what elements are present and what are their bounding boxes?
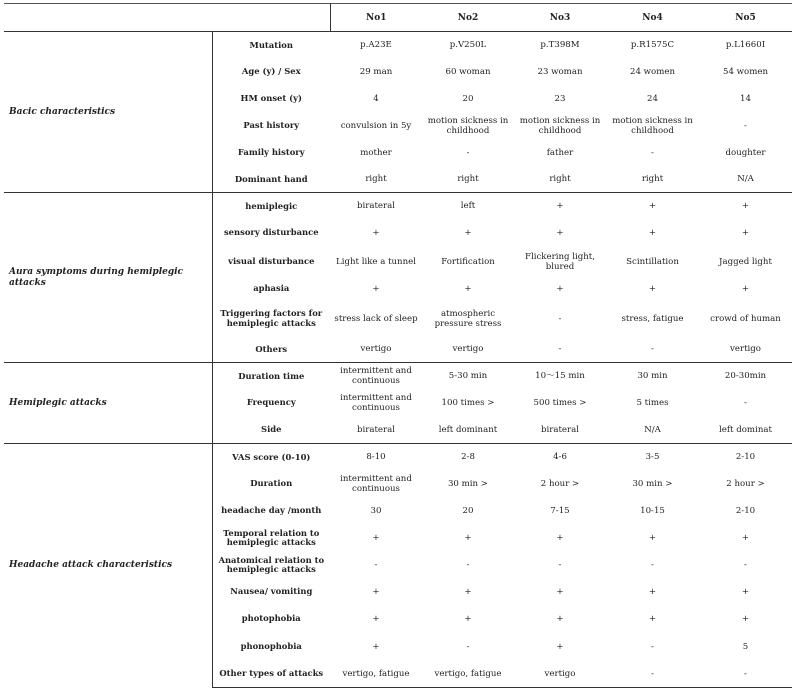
table-row xyxy=(4,32,792,59)
cell-value: + xyxy=(556,614,564,624)
row-label: Anatomical relation to hemiplegic attacks xyxy=(218,554,325,574)
cell-value: + xyxy=(464,614,472,624)
cell-value: 30 min > xyxy=(632,479,673,489)
cell-value: + xyxy=(372,587,380,597)
table-container xyxy=(4,3,781,688)
cell-value: p.R1575C xyxy=(606,32,699,59)
cell-value: + xyxy=(648,283,657,294)
cell-value: + xyxy=(648,228,657,238)
cell-value: - xyxy=(558,313,562,324)
section-title: Aura symptoms during hemiplegic attacks xyxy=(4,193,212,363)
cell-value: 29 man xyxy=(359,67,393,77)
section-title: Hemiplegic attacks xyxy=(4,363,212,444)
cell-value: 2-10 xyxy=(735,506,756,516)
cell-value: intermittent and continuous xyxy=(340,393,412,413)
cell-value: - xyxy=(744,398,747,408)
cell-value: vertigo xyxy=(452,344,484,355)
cell-value: intermittent and continuous xyxy=(330,363,422,390)
cell-value: 10～15 min xyxy=(514,363,606,390)
cell-value: - xyxy=(466,641,470,652)
cell-value: vertigo xyxy=(730,344,761,355)
cell-value: 100 times > xyxy=(441,398,495,408)
cell-value: + xyxy=(556,641,564,652)
row-label: phonophobia xyxy=(240,640,302,651)
cell-value: mother xyxy=(360,148,392,158)
cell-value: left xyxy=(422,193,514,220)
cell-value: - xyxy=(374,560,378,570)
cell-value: N/A xyxy=(737,174,754,185)
cell-value: Flickering light, blured xyxy=(525,251,595,272)
cell-value: + xyxy=(514,193,606,220)
cell-value: vertigo, fatigue xyxy=(422,661,514,688)
cell-value: + xyxy=(556,283,564,294)
cell-value: + xyxy=(372,614,380,624)
row-label: Nausea/ vomiting xyxy=(230,586,313,597)
cell-value: 2-10 xyxy=(699,444,792,471)
patient-header: No4 xyxy=(606,4,699,32)
cell-value: p.A23E xyxy=(330,32,422,59)
cell-value: stress lack of sleep xyxy=(334,313,418,324)
cell-value: 14 xyxy=(740,94,751,104)
cell-value: N/A xyxy=(644,424,661,435)
patient-header: No3 xyxy=(514,4,606,32)
cell-value: 24 women xyxy=(630,67,675,77)
cell-value: - xyxy=(744,560,747,570)
cell-value: + xyxy=(556,533,564,543)
cell-value: + xyxy=(648,587,657,597)
cell-value: father xyxy=(546,148,574,158)
patient-header: No5 xyxy=(699,4,792,32)
cell-value: 30 xyxy=(370,506,382,516)
row-label: HM onset (y) xyxy=(240,93,302,104)
row-label: Side xyxy=(261,424,282,434)
cell-value: + xyxy=(464,587,472,597)
cell-value: 2 hour > xyxy=(540,479,580,489)
row-label: headache day /month xyxy=(221,505,322,516)
cell-value: 5-30 min xyxy=(422,363,514,390)
table-row xyxy=(4,444,792,471)
table-row xyxy=(4,363,792,390)
cell-value: + xyxy=(556,587,564,597)
patient-header: No1 xyxy=(330,4,422,32)
cell-value: p.V250L xyxy=(422,32,514,59)
cell-value: 8-10 xyxy=(330,444,422,471)
cell-value: - xyxy=(558,344,562,355)
cell-value: - xyxy=(466,560,470,570)
cell-value: birateral xyxy=(330,193,422,220)
row-label: visual disturbance xyxy=(228,255,315,266)
cell-value: 20-30min xyxy=(699,363,792,390)
cell-value: 60 woman xyxy=(445,67,491,77)
cell-value: + xyxy=(741,614,750,624)
cell-value: + xyxy=(464,283,472,294)
cell-value: vertigo, fatigue xyxy=(330,661,422,688)
header-corner xyxy=(4,4,330,32)
row-label: Triggering factors for hemiplegic attacks xyxy=(220,308,323,328)
cell-value: 2 hour > xyxy=(726,479,765,489)
cell-value: Light like a tunnel xyxy=(336,256,416,267)
cell-value: + xyxy=(372,283,380,294)
cell-value: + xyxy=(699,193,792,220)
cell-value: convulsion in 5y xyxy=(340,121,412,131)
cell-value: birateral xyxy=(540,424,579,435)
row-label: Duration xyxy=(250,478,293,489)
cell-value: left dominat xyxy=(719,424,772,435)
cell-value: 20 xyxy=(462,506,474,516)
row-label: Other types of attacks xyxy=(212,661,330,688)
cell-value: stress, fatigue xyxy=(621,313,684,324)
row-label: VAS score (0-10) xyxy=(212,444,330,471)
row-label: Dominant hand xyxy=(234,173,308,184)
cell-value: + xyxy=(372,641,380,652)
cell-value: 24 xyxy=(647,94,658,104)
cell-value: - xyxy=(651,560,654,570)
cell-value: + xyxy=(464,228,472,238)
cell-value: right xyxy=(365,174,387,185)
cell-value: intermittent and continuous xyxy=(340,474,412,494)
cell-value: 30 min xyxy=(606,363,699,390)
cell-value: p.T398M xyxy=(514,32,606,59)
section-title: Headache attack characteristics xyxy=(4,444,212,688)
cell-value: 10-15 xyxy=(640,506,665,516)
cell-value: 54 women xyxy=(723,67,768,77)
cell-value: - xyxy=(699,661,792,688)
cell-value: - xyxy=(558,560,562,570)
row-label: aphasia xyxy=(253,282,290,293)
row-label: Temporal relation to hemiplegic attacks xyxy=(223,527,320,547)
row-label: Duration time xyxy=(212,363,330,390)
cell-value: - xyxy=(466,148,470,158)
cell-value: - xyxy=(744,121,747,131)
cell-value: 20 xyxy=(462,94,474,104)
table-body xyxy=(4,32,792,688)
cell-value: Jagged light xyxy=(719,256,772,267)
cell-value: right xyxy=(457,174,479,185)
cell-value: + xyxy=(372,533,380,543)
section-title: Bacic characteristics xyxy=(4,32,212,193)
cell-value: + xyxy=(741,228,750,238)
row-label: Others xyxy=(255,343,288,354)
cell-value: + xyxy=(648,614,657,624)
header-row xyxy=(4,4,792,32)
cell-value: - xyxy=(651,344,654,355)
row-label: photophobia xyxy=(241,613,301,624)
row-label: Family history xyxy=(237,147,305,158)
cell-value: 23 xyxy=(554,94,566,104)
table-row xyxy=(4,193,792,220)
row-label: Past history xyxy=(243,120,300,131)
row-label: hemiplegic xyxy=(212,193,330,220)
cell-value: 2-8 xyxy=(422,444,514,471)
cell-value: atmospheric pressure stress xyxy=(434,308,502,329)
cell-value: Scintillation xyxy=(626,256,679,267)
cell-value: 4 xyxy=(373,94,379,104)
cell-value: right xyxy=(641,174,664,185)
row-label: Mutation xyxy=(212,32,330,59)
cell-value: 5 times xyxy=(636,398,669,408)
cell-value: crowd of human xyxy=(710,313,781,324)
cell-value: vertigo xyxy=(360,344,392,355)
cell-value: Fortification xyxy=(441,256,495,267)
cell-value: 7-15 xyxy=(550,506,570,516)
row-label: Age (y) / Sex xyxy=(241,66,301,77)
cell-value: right xyxy=(549,174,571,185)
cell-value: + xyxy=(464,533,472,543)
cell-value: - xyxy=(651,641,654,652)
patient-characteristics-table xyxy=(4,3,792,688)
cell-value: 30 min > xyxy=(447,479,489,489)
cell-value: motion sickness in childhood xyxy=(612,116,693,136)
cell-value: 23 woman xyxy=(537,67,583,77)
cell-value: 3-5 xyxy=(606,444,699,471)
row-label: sensory disturbance xyxy=(223,227,319,238)
cell-value: left dominant xyxy=(438,424,498,435)
cell-value: 4-6 xyxy=(514,444,606,471)
cell-value: 5 xyxy=(742,641,749,652)
cell-value: birateral xyxy=(356,424,395,435)
cell-value: + xyxy=(606,193,699,220)
cell-value: + xyxy=(741,533,750,543)
cell-value: p.L1660I xyxy=(699,32,792,59)
cell-value: + xyxy=(741,283,750,294)
cell-value: + xyxy=(648,533,657,543)
cell-value: 500 times > xyxy=(533,398,587,408)
cell-value: vertigo xyxy=(514,661,606,688)
patient-header: No2 xyxy=(422,4,514,32)
cell-value: + xyxy=(372,228,380,238)
cell-value: doughter xyxy=(725,148,766,158)
cell-value: motion sickness in childhood xyxy=(519,116,601,136)
cell-value: + xyxy=(556,228,564,238)
cell-value: - xyxy=(651,148,654,158)
cell-value: - xyxy=(606,661,699,688)
cell-value: + xyxy=(741,587,750,597)
cell-value: motion sickness in childhood xyxy=(427,116,509,136)
row-label: Frequency xyxy=(246,397,296,408)
